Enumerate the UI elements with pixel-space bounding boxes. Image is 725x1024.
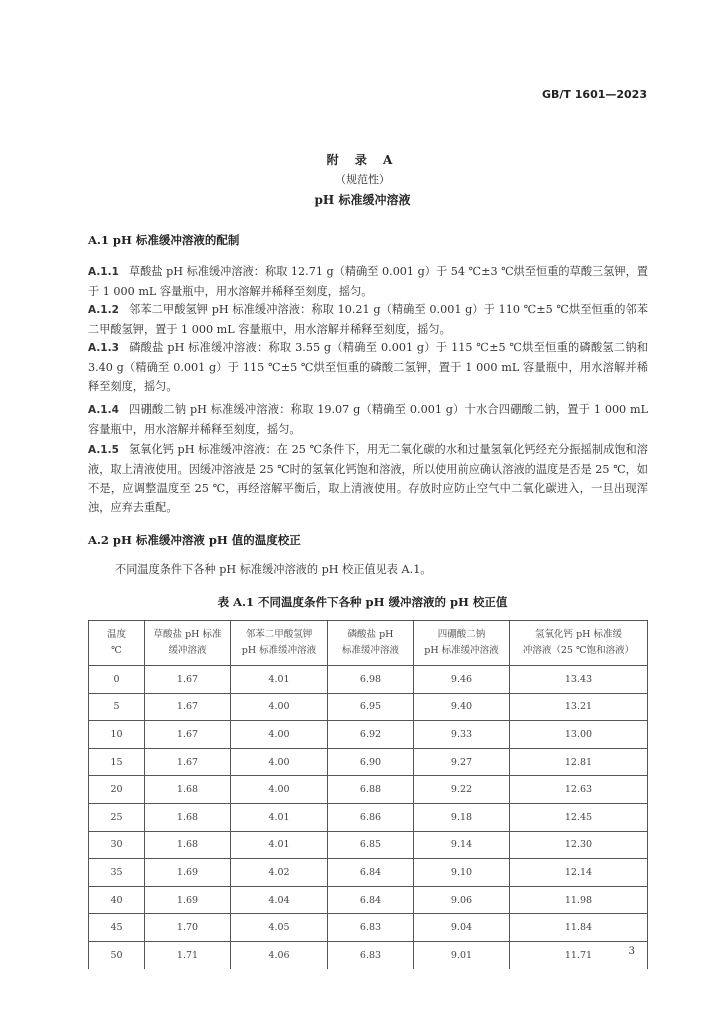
table-cell: 9.46 — [414, 666, 510, 694]
table-cell: 9.18 — [414, 803, 510, 831]
table-cell: 35 — [89, 859, 145, 887]
table-cell: 45 — [89, 914, 145, 942]
table-cell: 9.40 — [414, 693, 510, 721]
table-cell: 6.92 — [328, 721, 414, 749]
table-row — [89, 748, 648, 776]
table-row — [89, 941, 648, 968]
table-cell: 4.05 — [231, 914, 328, 942]
table-cell: 6.95 — [328, 693, 414, 721]
table-cell: 1.69 — [145, 886, 231, 914]
table-cell: 13.21 — [510, 693, 648, 721]
table-cell: 11.71 — [510, 941, 648, 968]
annex-title: 附 录 A — [326, 153, 399, 167]
table-cell: 6.86 — [328, 803, 414, 831]
table-cell: 4.01 — [231, 666, 328, 694]
table-cell: 1.67 — [145, 693, 231, 721]
annex-name: pH 标准缓冲溶液 — [314, 193, 411, 207]
table-cell: 4.01 — [231, 803, 328, 831]
table-cell: 1.67 — [145, 721, 231, 749]
table-cell: 4.00 — [231, 748, 328, 776]
table-cell: 6.84 — [328, 859, 414, 887]
table-row — [89, 776, 648, 804]
table-cell: 6.98 — [328, 666, 414, 694]
paragraph-a1-4 — [88, 400, 648, 439]
annex-type: （规范性） — [335, 173, 390, 186]
table-cell: 20 — [89, 776, 145, 804]
table-cell: 12.81 — [510, 748, 648, 776]
table-cell: 11.98 — [510, 886, 648, 914]
table-cell: 9.27 — [414, 748, 510, 776]
table-cell: 11.84 — [510, 914, 648, 942]
table-cell: 4.00 — [231, 693, 328, 721]
table-cell: 1.70 — [145, 914, 231, 942]
table-row — [89, 803, 648, 831]
clause-number: A.1.3 — [88, 342, 119, 354]
clause-text: 磷酸盐 pH 标准缓冲溶液：称取 3.55 g（精确至 0.001 g）于 115 ℃±5 ℃烘至恒重的磷酸氢二钠和 3.40 g（精确至 0.001 g）于 115 ℃±5 ℃烘至恒重的磷酸二氢钾，置于 1 000 mL 容量瓶中，用水溶解并稀释至刻度，摇匀。 — [88, 341, 648, 393]
table-cell: 1.68 — [145, 831, 231, 859]
column-header: 邻苯二甲酸氢钾 pH 标准缓冲溶液 — [231, 621, 328, 666]
table-cell: 30 — [89, 831, 145, 859]
table-cell: 9.10 — [414, 859, 510, 887]
table-cell: 6.83 — [328, 941, 414, 968]
table-cell: 13.43 — [510, 666, 648, 694]
paragraph-a1-1 — [88, 262, 648, 301]
table-cell: 6.88 — [328, 776, 414, 804]
clause-text: 四硼酸二钠 pH 标准缓冲溶液：称取 19.07 g（精确至 0.001 g）十水合四硼酸二钠，置于 1 000 mL 容量瓶中，用水溶解并稀释至刻度，摇匀。 — [88, 403, 648, 436]
clause-number: A.1.2 — [88, 304, 119, 316]
table-row — [89, 831, 648, 859]
table-cell: 1.67 — [145, 748, 231, 776]
table-cell: 9.04 — [414, 914, 510, 942]
table-cell: 10 — [89, 721, 145, 749]
table-cell: 40 — [89, 886, 145, 914]
table-cell: 12.30 — [510, 831, 648, 859]
table-row — [89, 721, 648, 749]
paragraph-a1-3 — [88, 338, 648, 396]
table-cell: 4.00 — [231, 721, 328, 749]
clause-text: 邻苯二甲酸氢钾 pH 标准缓冲溶液：称取 10.21 g（精确至 0.001 g）于 110 ℃±5 ℃烘至恒重的邻苯二甲酸氢钾，置于 1 000 mL 容量瓶中，用水溶解并稀释至刻度，摇匀。 — [88, 303, 648, 336]
section-heading-a2: A.2 pH 标准缓冲溶液 pH 值的温度校正 — [88, 533, 301, 547]
table-cell: 15 — [89, 748, 145, 776]
clause-number: A.1.1 — [88, 266, 119, 278]
table-cell: 4.04 — [231, 886, 328, 914]
column-header: 草酸盐 pH 标准 缓冲溶液 — [145, 621, 231, 666]
table-header-row — [89, 621, 648, 666]
table-reference-note: 不同温度条件下各种 pH 标准缓冲溶液的 pH 校正值见表 A.1。 — [115, 563, 432, 576]
table-cell: 6.90 — [328, 748, 414, 776]
clause-text: 氢氧化钙 pH 标准缓冲溶液：在 25 ℃条件下，用无二氧化碳的水和过量氢氧化钙经充分振摇制成饱和溶液，取上清液使用。因缓冲溶液是 25 ℃时的氢氧化钙饱和溶液，所以使用前应确认溶液的温度是否是 25 ℃，如不是，应调整温度至 25 ℃，再经溶解平衡后，取上清液使用。存放时应防止空气中二氧化碳进入，一旦出现浑浊，应弃去重配。 — [88, 443, 648, 514]
table-cell: 9.14 — [414, 831, 510, 859]
table-row — [89, 886, 648, 914]
table-cell: 6.85 — [328, 831, 414, 859]
table-cell: 4.00 — [231, 776, 328, 804]
paragraph-a1-5 — [88, 440, 648, 517]
table-cell: 4.06 — [231, 941, 328, 968]
table-cell: 25 — [89, 803, 145, 831]
section-heading-a1: A.1 pH 标准缓冲溶液的配制 — [88, 233, 240, 247]
table-row — [89, 859, 648, 887]
table-cell: 12.63 — [510, 776, 648, 804]
table-cell: 0 — [89, 666, 145, 694]
column-header: 温度 ℃ — [89, 621, 145, 666]
table-cell: 9.22 — [414, 776, 510, 804]
table-cell: 50 — [89, 941, 145, 968]
table-cell: 9.01 — [414, 941, 510, 968]
column-header: 四硼酸二钠 pH 标准缓冲溶液 — [414, 621, 510, 666]
ph-correction-table — [88, 620, 648, 969]
table-cell: 6.83 — [328, 914, 414, 942]
clause-number: A.1.4 — [88, 404, 119, 416]
table-cell: 1.71 — [145, 941, 231, 968]
table-cell: 9.06 — [414, 886, 510, 914]
table-cell: 9.33 — [414, 721, 510, 749]
table-cell: 6.84 — [328, 886, 414, 914]
table-cell: 12.14 — [510, 859, 648, 887]
page-number: 3 — [628, 946, 635, 957]
table-cell: 5 — [89, 693, 145, 721]
table-row — [89, 666, 648, 694]
table-cell: 13.00 — [510, 721, 648, 749]
table-cell: 1.68 — [145, 776, 231, 804]
clause-number: A.1.5 — [88, 444, 119, 456]
table-cell: 4.02 — [231, 859, 328, 887]
standard-number: GB/T 1601—2023 — [542, 88, 647, 101]
table-cell: 1.68 — [145, 803, 231, 831]
table-cell: 12.45 — [510, 803, 648, 831]
table-row — [89, 693, 648, 721]
paragraph-a1-2 — [88, 300, 648, 339]
table-cell: 1.67 — [145, 666, 231, 694]
clause-text: 草酸盐 pH 标准缓冲溶液：称取 12.71 g（精确至 0.001 g）于 54 ℃±3 ℃烘至恒重的草酸三氢钾，置于 1 000 mL 容量瓶中，用水溶解并稀释至刻度，摇匀。 — [88, 265, 648, 298]
column-header: 氢氧化钙 pH 标准缓 冲溶液（25 ℃饱和溶液） — [510, 621, 648, 666]
table-caption: 表 A.1 不同温度条件下各种 pH 缓冲溶液的 pH 校正值 — [217, 595, 508, 609]
table-cell: 4.01 — [231, 831, 328, 859]
table-row — [89, 914, 648, 942]
table-cell: 1.69 — [145, 859, 231, 887]
column-header: 磷酸盐 pH 标准缓冲溶液 — [328, 621, 414, 666]
